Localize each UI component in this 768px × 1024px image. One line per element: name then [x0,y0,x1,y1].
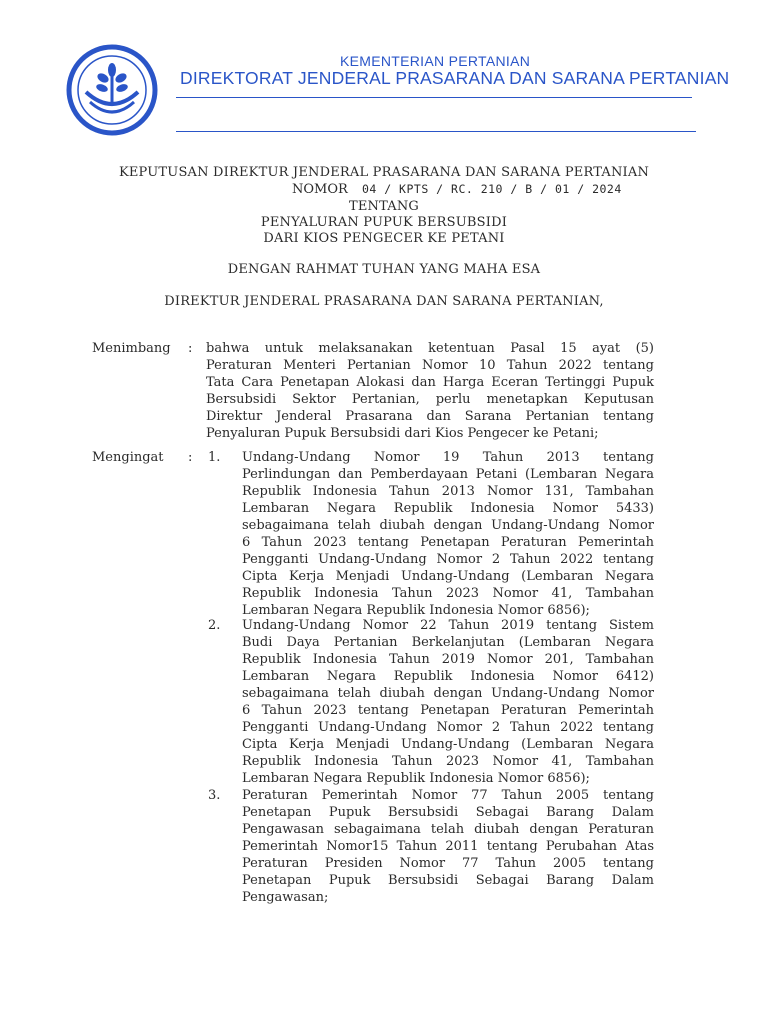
director-line: DIREKTUR JENDERAL PRASARANA DAN SARANA PERTANIAN, [164,294,604,309]
item-line: Peraturan Pemerintah Nomor 77 Tahun 2005 tentang [242,788,654,803]
menimbang-colon: : [188,341,193,356]
item-number: 3. [208,788,221,803]
item-line: Cipta Kerja Menjadi Undang-Undang (Lembaran Negara [242,569,654,584]
letterhead-divider [176,131,696,132]
item-line: Republik Indonesia Tahun 2019 Nomor 201, Tambahan [242,652,654,667]
kementan-logo-icon [66,44,158,136]
item-line: sebagaimana telah diubah dengan Undang-Undang Nomor [242,686,654,701]
item-line: 6 Tahun 2023 tentang Penetapan Peraturan Pemerintah [242,535,654,550]
mengingat-colon: : [188,450,193,465]
item-line: Pengganti Undang-Undang Nomor 2 Tahun 2022 tentang [242,552,654,567]
item-line: Cipta Kerja Menjadi Undang-Undang (Lembaran Negara [242,737,654,752]
item-line: Budi Daya Pertanian Berkelanjutan (Lembaran Negara [242,635,654,650]
item-line: Pengawasan; [242,890,329,905]
item-line: sebagaimana telah diubah dengan Undang-Undang Nomor [242,518,654,533]
item-line: Lembaran Negara Republik Indonesia Nomor 6856); [242,603,590,618]
item-number: 1. [208,450,221,465]
item-line: Republik Indonesia Tahun 2013 Nomor 131, Tambahan [242,484,654,499]
item-line: Peraturan Presiden Nomor 77 Tahun 2005 tentang [242,856,654,871]
item-line: Pengawasan sebagaimana telah diubah dengan Peraturan [242,822,654,837]
ministry-name: KEMENTERIAN PERTANIAN [340,53,531,69]
item-line: Undang-Undang Nomor 19 Tahun 2013 tentang [242,450,654,465]
item-line: Penetapan Pupuk Bersubsidi Sebagai Barang Dalam [242,873,654,888]
rahmat-line: DENGAN RAHMAT TUHAN YANG MAHA ESA [227,262,541,277]
mengingat-label: Mengingat [92,450,164,465]
letterhead-rule [176,97,692,98]
decree-title: KEPUTUSAN DIREKTUR JENDERAL PRASARANA DAN SARANA PERTANIAN [118,165,650,180]
item-line: Perlindungan dan Pemberdayaan Petani (Lembaran Negara [242,467,654,482]
menimbang-label: Menimbang [92,341,171,356]
menimbang-line: Bersubsidi Sektor Pertanian, perlu menetapkan Keputusan [206,392,654,407]
menimbang-line: Peraturan Menteri Pertanian Nomor 10 Tahun 2022 tentang [206,358,654,373]
item-line: Undang-Undang Nomor 22 Tahun 2019 tentang Sistem [242,618,654,633]
item-line: Lembaran Negara Republik Indonesia Nomor 5433) [242,501,654,516]
menimbang-line: bahwa untuk melaksanakan ketentuan Pasal 15 ayat (5) [206,341,654,356]
menimbang-line: Direktur Jenderal Prasarana dan Sarana Pertanian tentang [206,409,654,424]
menimbang-line: Tata Cara Penetapan Alokasi dan Harga Eceran Tertinggi Pupuk [206,375,654,390]
item-line: Penetapan Pupuk Bersubsidi Sebagai Barang Dalam [242,805,654,820]
item-number: 2. [208,618,221,633]
item-line: 6 Tahun 2023 tentang Penetapan Peraturan Pemerintah [242,703,654,718]
item-line: Republik Indonesia Tahun 2023 Nomor 41, Tambahan [242,754,654,769]
nomor-label: NOMOR [292,182,348,197]
item-line: Lembaran Negara Republik Indonesia Nomor 6856); [242,771,590,786]
item-line: Pemerintah Nomor15 Tahun 2011 tentang Perubahan Atas [242,839,654,854]
item-line: Pengganti Undang-Undang Nomor 2 Tahun 2022 tentang [242,720,654,735]
item-line: Republik Indonesia Tahun 2023 Nomor 41, Tambahan [242,586,654,601]
nomor-value: 04 / KPTS / RC. 210 / B / 01 / 2024 [361,182,622,196]
menimbang-line: Penyaluran Pupuk Bersubsidi dari Kios Pengecer ke Petani; [206,426,599,441]
subject-line-2: DARI KIOS PENGECER KE PETANI [263,231,505,246]
tentang-label: TENTANG [348,199,420,214]
decree-number [292,182,622,197]
subject-line-1: PENYALURAN PUPUK BERSUBSIDI [260,215,508,230]
directorate-name: DIREKTORAT JENDERAL PRASARANA DAN SARANA PERTANIAN [180,68,730,88]
item-line: Lembaran Negara Republik Indonesia Nomor 6412) [242,669,654,684]
